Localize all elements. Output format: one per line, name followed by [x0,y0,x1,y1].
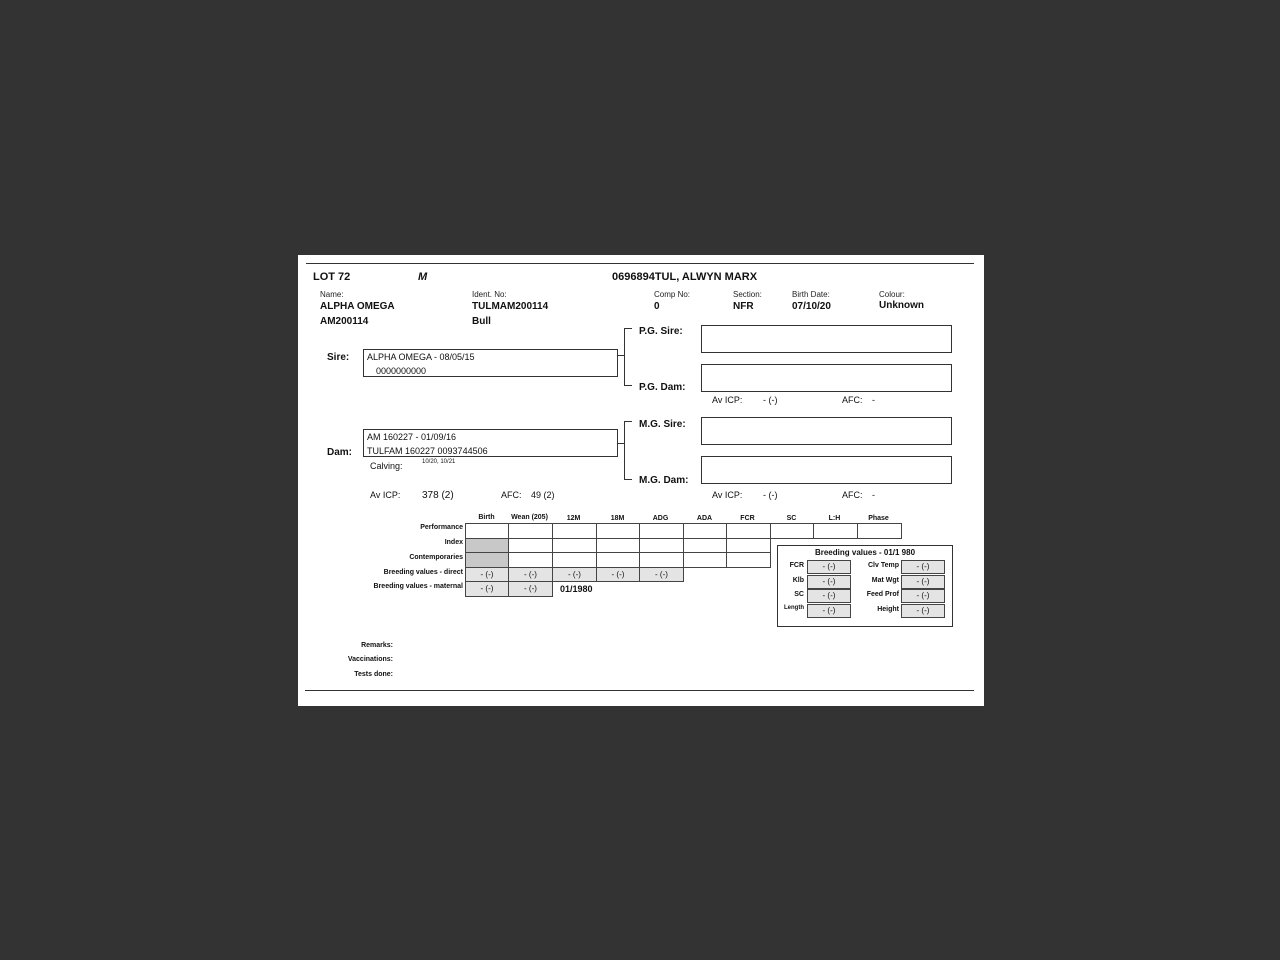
ident-label: Ident. No: [472,290,507,299]
breeding-box-title: Breeding values - 01/1 980 [814,548,916,557]
section-label: Section: [733,290,762,299]
maternal-afc-value: - [872,490,875,500]
col-header: 18M [610,515,625,522]
col-header: ADG [652,515,669,522]
colour-label: Colour: [879,290,905,299]
paternal-afc-label: AFC: [842,395,863,405]
maternal-avicp-value: - (-) [763,490,778,500]
dam-avicp-value: 378 (2) [422,490,454,501]
paternal-bracket [624,328,625,386]
bv-left-label: Length [784,605,804,611]
comp-number: 0 [654,301,660,312]
maternal-afc-label: AFC: [842,490,863,500]
grid-cell [726,523,771,539]
row-label: Contemporaries [409,554,463,561]
mg-sire-box [701,417,952,445]
dam-line-1: AM 160227 - 01/09/16 [367,432,457,442]
vaccinations-label: Vaccinations: [347,656,393,663]
col-header: L:H [828,515,841,522]
bv-maternal-cell: - (-) [465,581,509,597]
col-header: Phase [868,515,889,522]
sire-box [363,349,618,377]
grid-cell [639,538,684,553]
bv-right-label: Mat Wgt [871,577,899,584]
col-header: Birth [478,514,495,521]
grid-cell [813,523,858,539]
pg-dam-box [701,364,952,392]
catalogue-page [298,255,984,706]
dam-line-2: TULFAM 160227 0093744506 [367,446,488,456]
row-label: Performance [420,524,463,531]
animal-code: AM200114 [320,316,369,327]
maternal-avicp-label: Av ICP: [712,490,743,500]
dam-box [363,429,618,457]
bv-left-label: Klb [792,577,804,584]
maternal-bracket [624,421,625,480]
top-rule [306,263,974,264]
grid-cell [639,523,684,539]
sire-line-2: 0000000000 [376,366,427,376]
dam-afc-label: AFC: [501,490,522,500]
bv-direct-cell: - (-) [552,567,597,582]
col-header: Wean (205) [511,514,548,521]
bv-direct-cell: - (-) [596,567,640,582]
bv-left-value: - (-) [807,575,851,589]
grid-cell [508,552,553,568]
lot-number: LOT 72 [313,271,351,283]
birth-label: Birth Date: [792,290,830,299]
pg-sire-box [701,325,952,353]
paternal-bracket-bottom [624,385,632,386]
pg-dam-label: P.G. Dam: [639,382,686,393]
animal-name: ALPHA OMEGA [320,301,395,312]
bv-date: 01/1980 [560,584,593,594]
grid-cell [596,538,640,553]
sire-line-1: ALPHA OMEGA - 08/05/15 [367,352,475,362]
calving-label: Calving: [370,461,403,471]
bv-right-value: - (-) [901,604,945,618]
grid-cell [596,523,640,539]
paternal-avicp-value: - (-) [763,395,778,405]
bv-direct-cell: - (-) [465,567,509,582]
grid-cell [683,552,727,568]
bv-left-value: - (-) [807,604,851,618]
grid-cell [508,523,553,539]
calving-dates: 10/20, 10/21 [422,459,456,465]
bv-right-value: - (-) [901,589,945,603]
row-label: Breeding values - maternal [373,583,463,590]
bv-maternal-cell: - (-) [508,581,553,597]
bv-left-label: FCR [789,562,804,569]
mg-sire-label: M.G. Sire: [639,419,686,430]
owner-name: 0696894TUL, ALWYN MARX [612,271,758,283]
pg-sire-label: P.G. Sire: [639,326,683,337]
bottom-rule [305,690,974,691]
grid-cell [639,552,684,568]
bv-right-label: Height [877,606,899,613]
name-label: Name: [320,290,344,299]
mg-dam-label: M.G. Dam: [639,475,689,486]
paternal-bracket-top [624,328,632,329]
grid-cell [465,552,509,568]
col-header: 12M [566,515,581,522]
row-label: Breeding values - direct [383,569,463,576]
row-label: Index [444,539,463,546]
bv-right-value: - (-) [901,575,945,589]
comp-label: Comp No: [654,290,691,299]
dam-afc-value: 49 (2) [531,490,555,500]
sex-mark: M [418,271,428,283]
bv-left-value: - (-) [807,560,851,574]
bv-direct-cell: - (-) [639,567,684,582]
bv-left-label: SC [794,591,804,598]
grid-cell [552,552,597,568]
grid-cell [465,523,509,539]
animal-sex: Bull [472,316,491,327]
grid-cell [683,523,727,539]
bv-right-value: - (-) [901,560,945,574]
mg-dam-box [701,456,952,484]
breeding-values-box [777,545,953,627]
grid-cell [508,538,553,553]
dam-label: Dam: [327,447,353,458]
grid-cell [552,538,597,553]
sire-label: Sire: [327,352,350,363]
paternal-afc-value: - [872,395,875,405]
grid-cell [596,552,640,568]
bv-right-label: Clv Temp [868,562,899,569]
col-header: FCR [740,515,755,522]
bv-right-label: Feed Prof [866,591,899,598]
grid-cell [552,523,597,539]
col-header: SC [786,515,797,522]
maternal-bracket-top [624,421,632,422]
colour-value: Unknown [879,300,924,311]
bv-left-value: - (-) [807,589,851,603]
paternal-avicp-label: Av ICP: [712,395,743,405]
grid-cell [857,523,902,539]
grid-cell [770,523,814,539]
bv-direct-cell: - (-) [508,567,553,582]
remarks-label: Remarks: [361,642,393,649]
grid-cell [683,538,727,553]
grid-cell [726,552,771,568]
col-header: ADA [696,515,713,522]
tests-label: Tests done: [354,671,393,678]
maternal-bracket-bottom [624,479,632,480]
grid-cell [465,538,509,553]
dam-avicp-label: Av ICP: [370,490,401,500]
grid-cell [726,538,771,553]
birth-date: 07/10/20 [792,301,831,312]
section-value: NFR [733,301,754,312]
ident-number: TULMAM200114 [472,301,549,312]
